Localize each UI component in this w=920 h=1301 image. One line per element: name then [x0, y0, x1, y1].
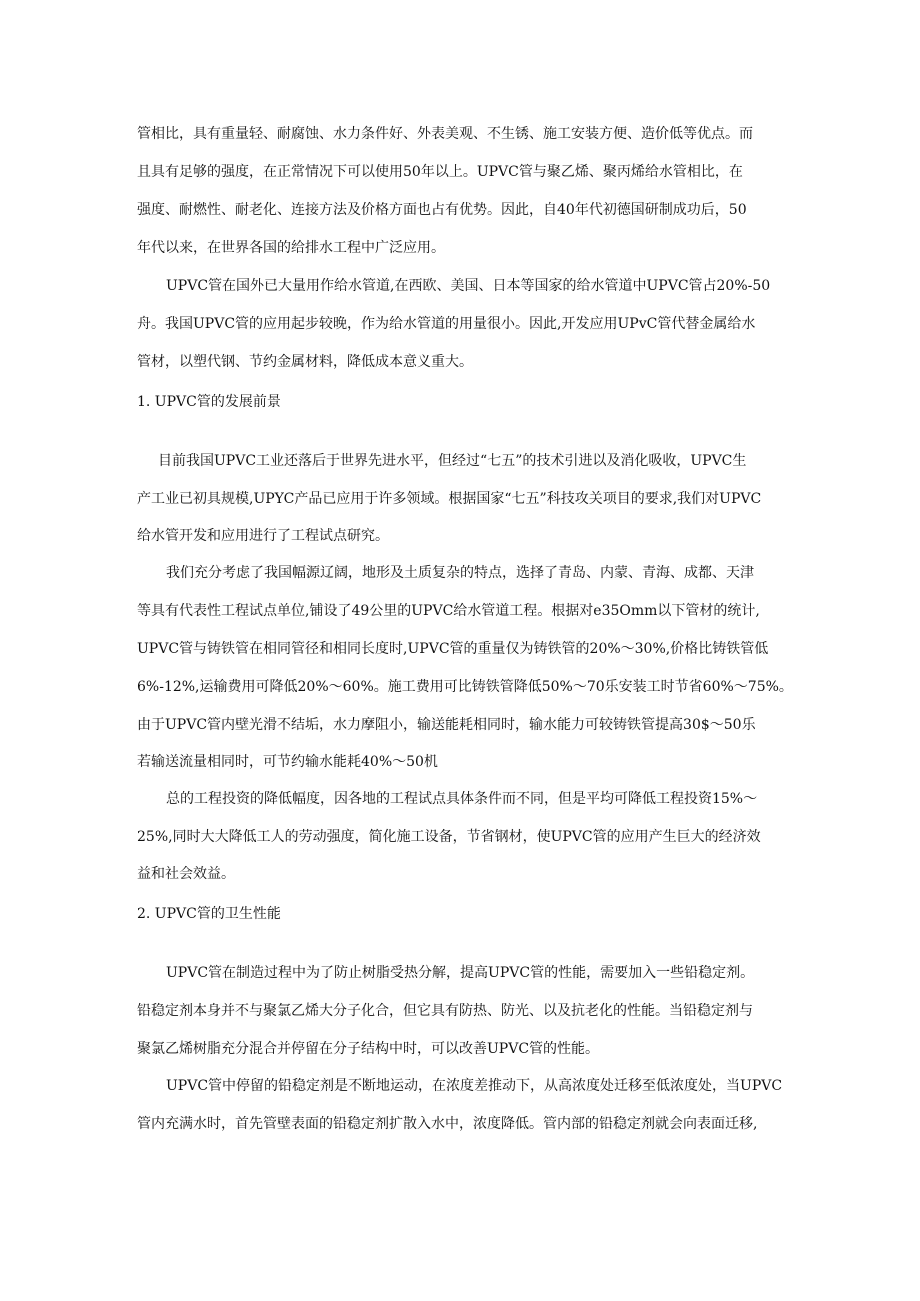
- text-line: 等具有代表性工程试点单位,铺设了49公里的UPVC给水管道工程。根据对e35Omm以下管材的统计,: [137, 603, 760, 619]
- section-heading: 1. UPVC管的发展前景: [137, 394, 281, 410]
- text-line: 管相比，具有重量轻、耐腐蚀、水力条件好、外表美观、不生锈、施工安装方便、造价低等优点。而: [137, 126, 753, 142]
- text-line: 铅稳定剂本身并不与聚氯乙烯大分子化合，但它具有防热、防光、以及抗老化的性能。当铅稳定剂与: [137, 1003, 753, 1019]
- text-line: 聚氯乙烯树脂充分混合并停留在分子结构中时，可以改善UPVC管的性能。: [137, 1041, 600, 1057]
- text-line: UPVC管在制造过程中为了防止树脂受热分解，提高UPVC管的性能，需要加入一些铅稳定剂。: [166, 965, 755, 981]
- text-line: 管内充满水时，首先管壁表面的铅稳定剂扩散入水中，浓度降低。管内部的铅稳定剂就会向表面迁移,: [137, 1116, 758, 1132]
- text-line: 由于UPVC管内壁光滑不结垢，水力摩阻小，输送能耗相同时，输水能力可较铸铁管提高30$～50乐: [137, 717, 756, 733]
- text-line: 益和社会效益。: [137, 866, 235, 882]
- text-line: UPVC管中停留的铅稳定剂是不断地运动，在浓度差推动下，从高浓度处迁移至低浓度处，当UPVC: [166, 1078, 783, 1094]
- text-line: 且具有足够的强度，在正常情况下可以使用50年以上。UPVC管与聚乙烯、聚丙烯给水管相比，在: [137, 164, 743, 180]
- text-line: UPVC管在国外已大量用作给水管道,在西欧、美国、日本等国家的给水管道中UPVC管占20%-50: [166, 278, 771, 294]
- text-line: 6%-12%,运输费用可降低20%～60%。施工费用可比铸铁管降低50%～70乐安装工时节省60%～75%。: [137, 679, 793, 695]
- text-line: 产工业已初具规模,UPYC产品已应用于许多领域。根据国家“七五”科技攻关项目的要求,我们对UPVC: [137, 491, 762, 507]
- text-line: 管材，以塑代钢、节约金属材料，降低成本意义重大。: [137, 354, 473, 370]
- text-line: 25%,同时大大降低工人的劳动强度，简化施工设备，节省钢材，使UPVC管的应用产生巨大的经济效: [137, 829, 761, 845]
- text-line: 年代以来，在世界各国的给排水工程中广泛应用。: [137, 240, 445, 256]
- text-line: UPVC管与铸铁管在相同管径和相同长度时,UPVC管的重量仅为铸铁管的20%～30%,价格比铸铁管低: [137, 641, 769, 657]
- text-line: 目前我国UPVC工业还落后于世界先进水平，但经过“七五”的技术引进以及消化吸收，UPVC生: [158, 453, 747, 469]
- text-line: 我们充分考虑了我国幅源辽阔，地形及土质复杂的特点，选择了青岛、内蒙、青海、成都、天津: [166, 565, 754, 581]
- text-line: 若输送流量相同时，可节约输水能耗40%～50机: [137, 754, 438, 770]
- text-line: 给水管开发和应用进行了工程试点研究。: [137, 528, 389, 544]
- text-line: 总的工程投资的降低幅度，因各地的工程试点具体条件而不同，但是平均可降低工程投资15%～: [166, 791, 758, 807]
- text-line: 舟。我国UPVC管的应用起步较晚，作为给水管道的用量很小。因此,开发应用UPvC管代替金属给水: [137, 316, 756, 332]
- text-line: 强度、耐燃性、耐老化、连接方法及价格方面也占有优势。因此，自40年代初德国研制成功后，50: [137, 202, 747, 218]
- section-heading: 2. UPVC管的卫生性能: [137, 906, 281, 922]
